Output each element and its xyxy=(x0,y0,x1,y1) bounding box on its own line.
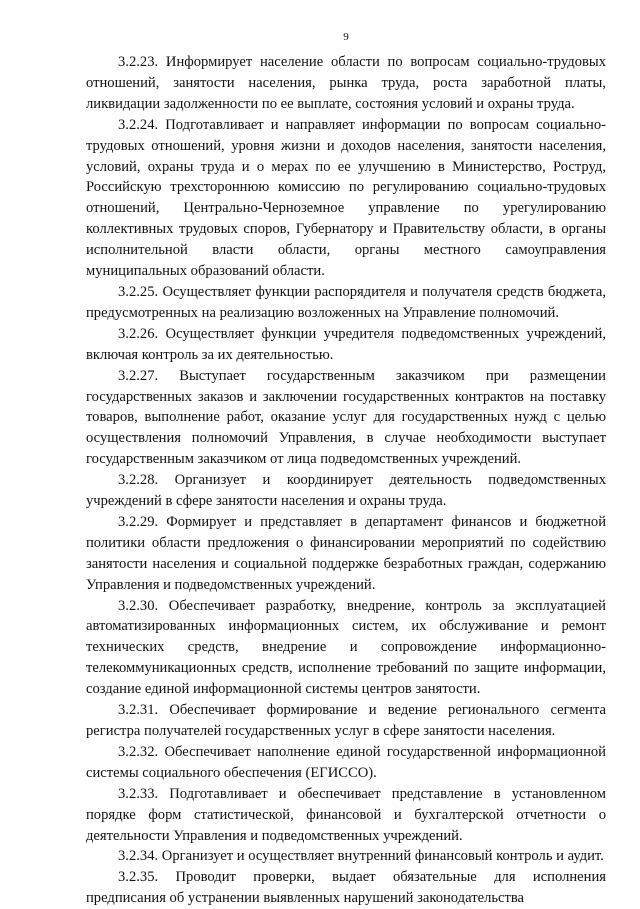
paragraph-text: Осуществляет функции учредителя подведомственных учреждений, включая контроль за их деятельностью. xyxy=(86,325,606,363)
paragraph-3-2-30 xyxy=(86,596,606,701)
paragraph-number: 3.2.24. xyxy=(118,116,159,133)
paragraph-3-2-31 xyxy=(86,700,606,742)
paragraph-3-2-27 xyxy=(86,366,606,471)
paragraph-3-2-33 xyxy=(86,784,606,847)
paragraph-number: 3.2.27. xyxy=(118,367,159,384)
paragraph-text: Обеспечивает разработку, внедрение, контроль за эксплуатацией автоматизированных информационных систем, их обслуживание и ремонт технических средств, внедрение и сопровождение информационно-телекоммуникационных средств, исполнение требований по защите информации, создание единой информационной системы центров занятости. xyxy=(86,597,606,698)
paragraph-3-2-34 xyxy=(86,846,606,867)
paragraph-number: 3.2.28. xyxy=(118,472,159,489)
paragraph-number: 3.2.29. xyxy=(118,513,159,530)
paragraph-3-2-28 xyxy=(86,470,606,512)
paragraph-3-2-26 xyxy=(86,324,606,366)
paragraph-text: Подготавливает и направляет информации по вопросам социально-трудовых отношений, уровня жизни и доходов населения, занятости населения, условий, охраны труда и о мерах по ее улучшению в Министерство, Роструд, Российскую трехстороннюю комиссию по регулированию социально-трудовых отношений, Центрально-Черноземное управление по урегулированию коллективных трудовых споров, Губернатору и Правительству области, в органы исполнительной власти области, органы местного самоуправления муниципальных образований области. xyxy=(86,116,607,280)
paragraph-number: 3.2.32. xyxy=(118,743,159,760)
page-number: 9 xyxy=(343,31,349,43)
paragraph-3-2-23 xyxy=(86,52,606,115)
paragraph-3-2-24 xyxy=(86,115,606,282)
paragraph-text: Организует и осуществляет внутренний финансовый контроль и аудит. xyxy=(161,848,604,865)
paragraph-3-2-35 xyxy=(86,867,606,909)
paragraph-text: Обеспечивает формирование и ведение регионального сегмента регистра получателей государственных услуг в сфере занятости населения. xyxy=(86,702,606,739)
paragraph-3-2-32 xyxy=(86,742,606,784)
paragraph-3-2-29 xyxy=(86,512,606,596)
paragraph-number: 3.2.35. xyxy=(118,869,159,886)
paragraph-text: Подготавливает и обеспечивает представление в установленном порядке форм статистической, финансовой и бухгалтерской отчетности о деятельности Управления и подведомственных учреждений. xyxy=(86,785,606,844)
paragraph-number: 3.2.26. xyxy=(118,325,159,342)
paragraph-text: Обеспечивает наполнение единой государственной информационной системы социального обеспечения (ЕГИССО). xyxy=(86,743,606,781)
paragraph-text: Информирует население области по вопросам социально-трудовых отношений, занятости населения, рынка труда, роста заработной платы, ликвидации задолженности по ее выплате, состояния условий и охраны труда. xyxy=(86,54,607,112)
paragraph-text: Выступает государственным заказчиком при размещении государственных заказов и заключении государственных контрактов на поставку товаров, выполнение работ, оказание услуг для государственных нужд с целью осуществления полномочий Управления, в случае необходимости выступает государственным заказчиком от лица подведомственных учреждений. xyxy=(86,367,606,468)
paragraph-number: 3.2.31. xyxy=(118,702,159,719)
paragraph-3-2-25 xyxy=(86,282,606,324)
paragraph-number: 3.2.25. xyxy=(118,283,159,300)
paragraph-number: 3.2.34. xyxy=(118,848,159,865)
paragraph-text: Организует и координирует деятельность подведомственных учреждений в сфере занятости населения и охраны труда. xyxy=(86,472,606,510)
paragraph-number: 3.2.23. xyxy=(118,54,159,70)
paragraph-text: Проводит проверки, выдает обязательные для исполнения предписания об устранении выявленных нарушений законодательства xyxy=(86,869,606,907)
paragraph-text: Осуществляет функции распорядителя и получателя средств бюджета, предусмотренных на реализацию возложенных на Управление полномочий. xyxy=(86,283,606,321)
paragraph-number: 3.2.33. xyxy=(118,785,159,802)
paragraph-number: 3.2.30. xyxy=(118,597,159,614)
paragraph-text: Формирует и представляет в департамент финансов и бюджетной политики области предложения о финансировании мероприятий по содействию занятости населения и социальной поддержке безработных граждан, содержанию Управления и подведомственных учреждений. xyxy=(86,513,606,593)
